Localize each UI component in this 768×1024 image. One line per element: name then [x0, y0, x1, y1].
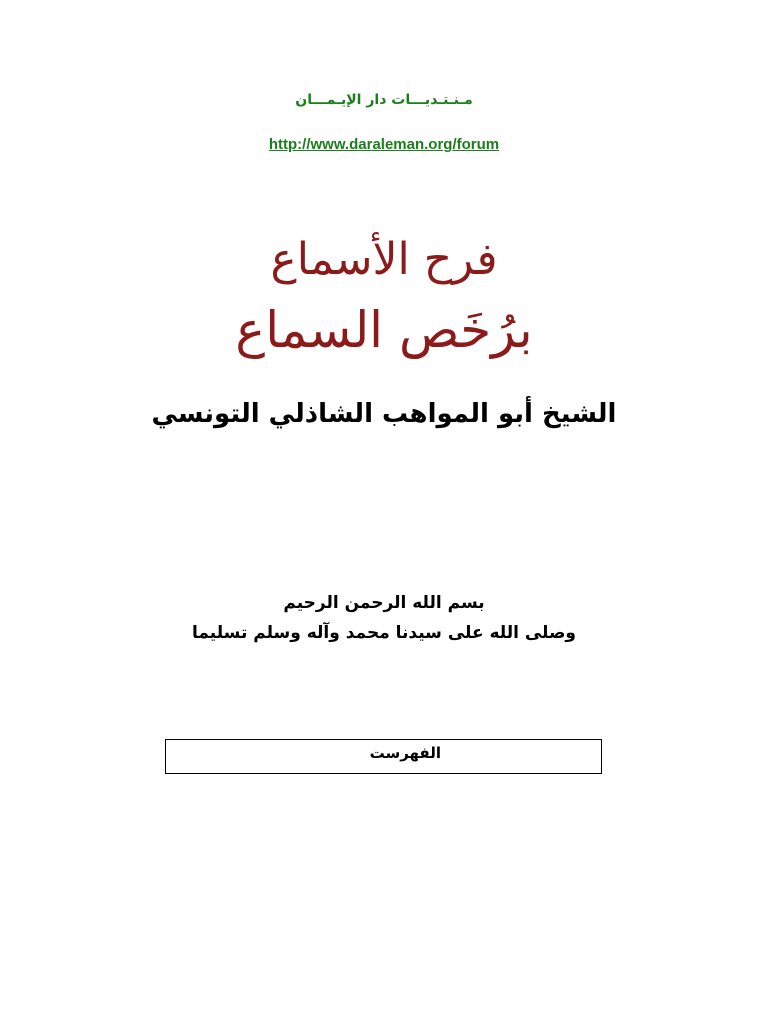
- book-title-line-2: برُخَص السماع: [235, 301, 533, 359]
- author-name: الشيخ أبو المواهب الشاذلي التونسي: [151, 399, 617, 429]
- basmala-text: بسم الله الرحمن الرحيم: [283, 593, 485, 613]
- forum-url-link[interactable]: http://www.daraleman.org/forum: [268, 136, 500, 153]
- forum-name: مـنـتـديـــات دار الإيـمـــان: [295, 92, 473, 108]
- toc-box: [165, 739, 602, 774]
- salawat-text: وصلى الله على سيدنا محمد وآله وسلم تسليما: [192, 623, 576, 643]
- book-title-line-1: فرح الأسماع: [270, 234, 498, 285]
- toc-heading: الفهرست: [369, 744, 441, 762]
